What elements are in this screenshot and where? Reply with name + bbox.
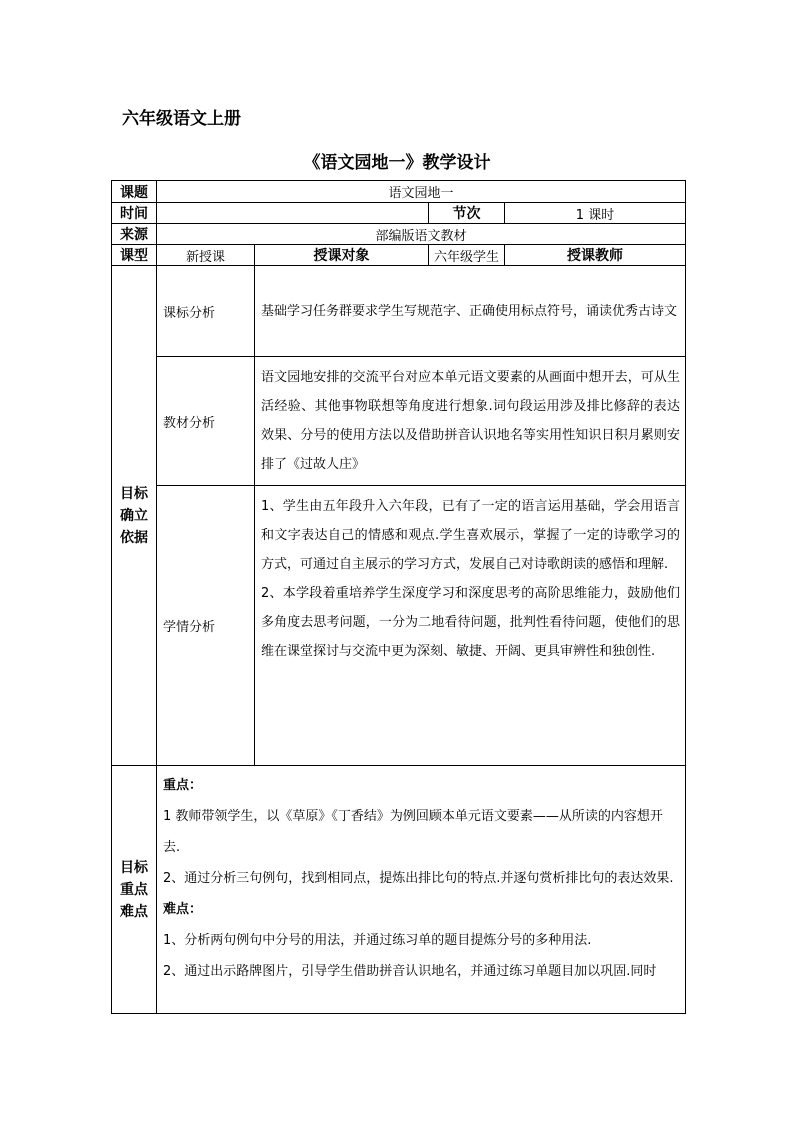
basis-label-line-1: 目标 — [120, 485, 148, 502]
time-value — [157, 203, 429, 224]
key-points-label — [112, 766, 157, 1014]
source-value: 部编版语文教材 — [157, 224, 686, 245]
students-paragraph-1: 1、学生由五年段升入六年段，已有了一定的语言运用基础，学会用语言和文字表达自己的情感和观点.学生喜欢展示，掌握了一定的诗歌学习的方式，可通过自主展示的学习方式，发展自己对诗歌朗读的感悟和理解. — [261, 499, 680, 572]
teacher-label-text: 授课教师 — [567, 248, 623, 264]
focus-item-2: 2、通过分析三句例句，找到相同点，提炼出排比句的特点.并逐句赏析排比句的表达效果. — [163, 871, 674, 886]
source-label: 来源 — [112, 224, 157, 245]
source-row — [112, 224, 686, 245]
difficulty-item-2: 2、通过出示路牌图片，引导学生借助拼音认识地名，并通过练习单题目加以巩固.同时 — [163, 964, 657, 979]
teacher-label — [505, 245, 686, 266]
key-points-label-line-3: 难点 — [120, 903, 148, 920]
curriculum-label: 课标分析 — [157, 266, 255, 357]
grade-heading: 六年级语文上册 — [122, 109, 241, 129]
period-value: 1 课时 — [505, 203, 686, 224]
lesson-plan-table — [111, 180, 686, 1014]
topic-row — [112, 181, 686, 203]
period-label: 节次 — [429, 203, 505, 224]
curriculum-paragraph: 基础学习任务群要求学生写规范字、正确使用标点符号，诵读优秀古诗文 — [261, 303, 678, 319]
students-row — [112, 486, 686, 766]
key-points-label-line-2: 重点 — [120, 881, 148, 898]
curriculum-text — [255, 266, 686, 357]
key-points-row — [112, 766, 686, 1014]
basis-label-line-2: 确立 — [120, 507, 148, 524]
students-paragraph-2: 2、本学段着重培养学生深度学习和深度思考的高阶思维能力，鼓励他们多角度去思考问题，一分为二地看待问题，批判性看待问题，使他们的思维在课堂探讨与交流中更为深刻、敏捷、开阔、更具审辨性和独创性. — [261, 586, 680, 659]
students-text — [255, 486, 686, 766]
difficulty-title: 难点： — [163, 902, 203, 917]
document-title: 《语文园地一》教学设计 — [303, 153, 491, 173]
time-row — [112, 203, 686, 224]
key-points-label-line-1: 目标 — [120, 859, 148, 876]
topic-label: 课题 — [112, 181, 157, 203]
focus-title: 重点： — [163, 778, 203, 793]
key-points-content — [157, 766, 686, 1014]
audience-value: 六年级学生 — [429, 245, 505, 266]
type-value: 新授课 — [157, 245, 255, 266]
textbook-row — [112, 357, 686, 486]
basis-label — [112, 266, 157, 766]
focus-item-1: 1 教师带领学生，以《草原》《丁香结》为例回顾本单元语文要素——从所读的内容想开去. — [163, 809, 663, 855]
textbook-text — [255, 357, 686, 486]
topic-value: 语文园地一 — [157, 181, 686, 203]
curriculum-row — [112, 266, 686, 357]
textbook-label: 教材分析 — [157, 357, 255, 486]
time-label: 时间 — [112, 203, 157, 224]
students-label: 学情分析 — [157, 486, 255, 766]
type-label: 课型 — [112, 245, 157, 266]
textbook-paragraph: 语文园地安排的交流平台对应本单元语文要素的从画面中想开去，可从生活经验、其他事物联想等角度进行想象.词句段运用涉及排比修辞的表达效果、分号的使用方法以及借助拼音认识地名等实用性知识日积月累则安排了《过故人庄》 — [261, 370, 680, 472]
basis-label-line-3: 依据 — [120, 529, 148, 546]
type-row — [112, 245, 686, 266]
difficulty-item-1: 1、分析两句例句中分号的用法，并通过练习单的题目提炼分号的多种用法. — [163, 933, 592, 948]
audience-label: 授课对象 — [255, 245, 429, 266]
